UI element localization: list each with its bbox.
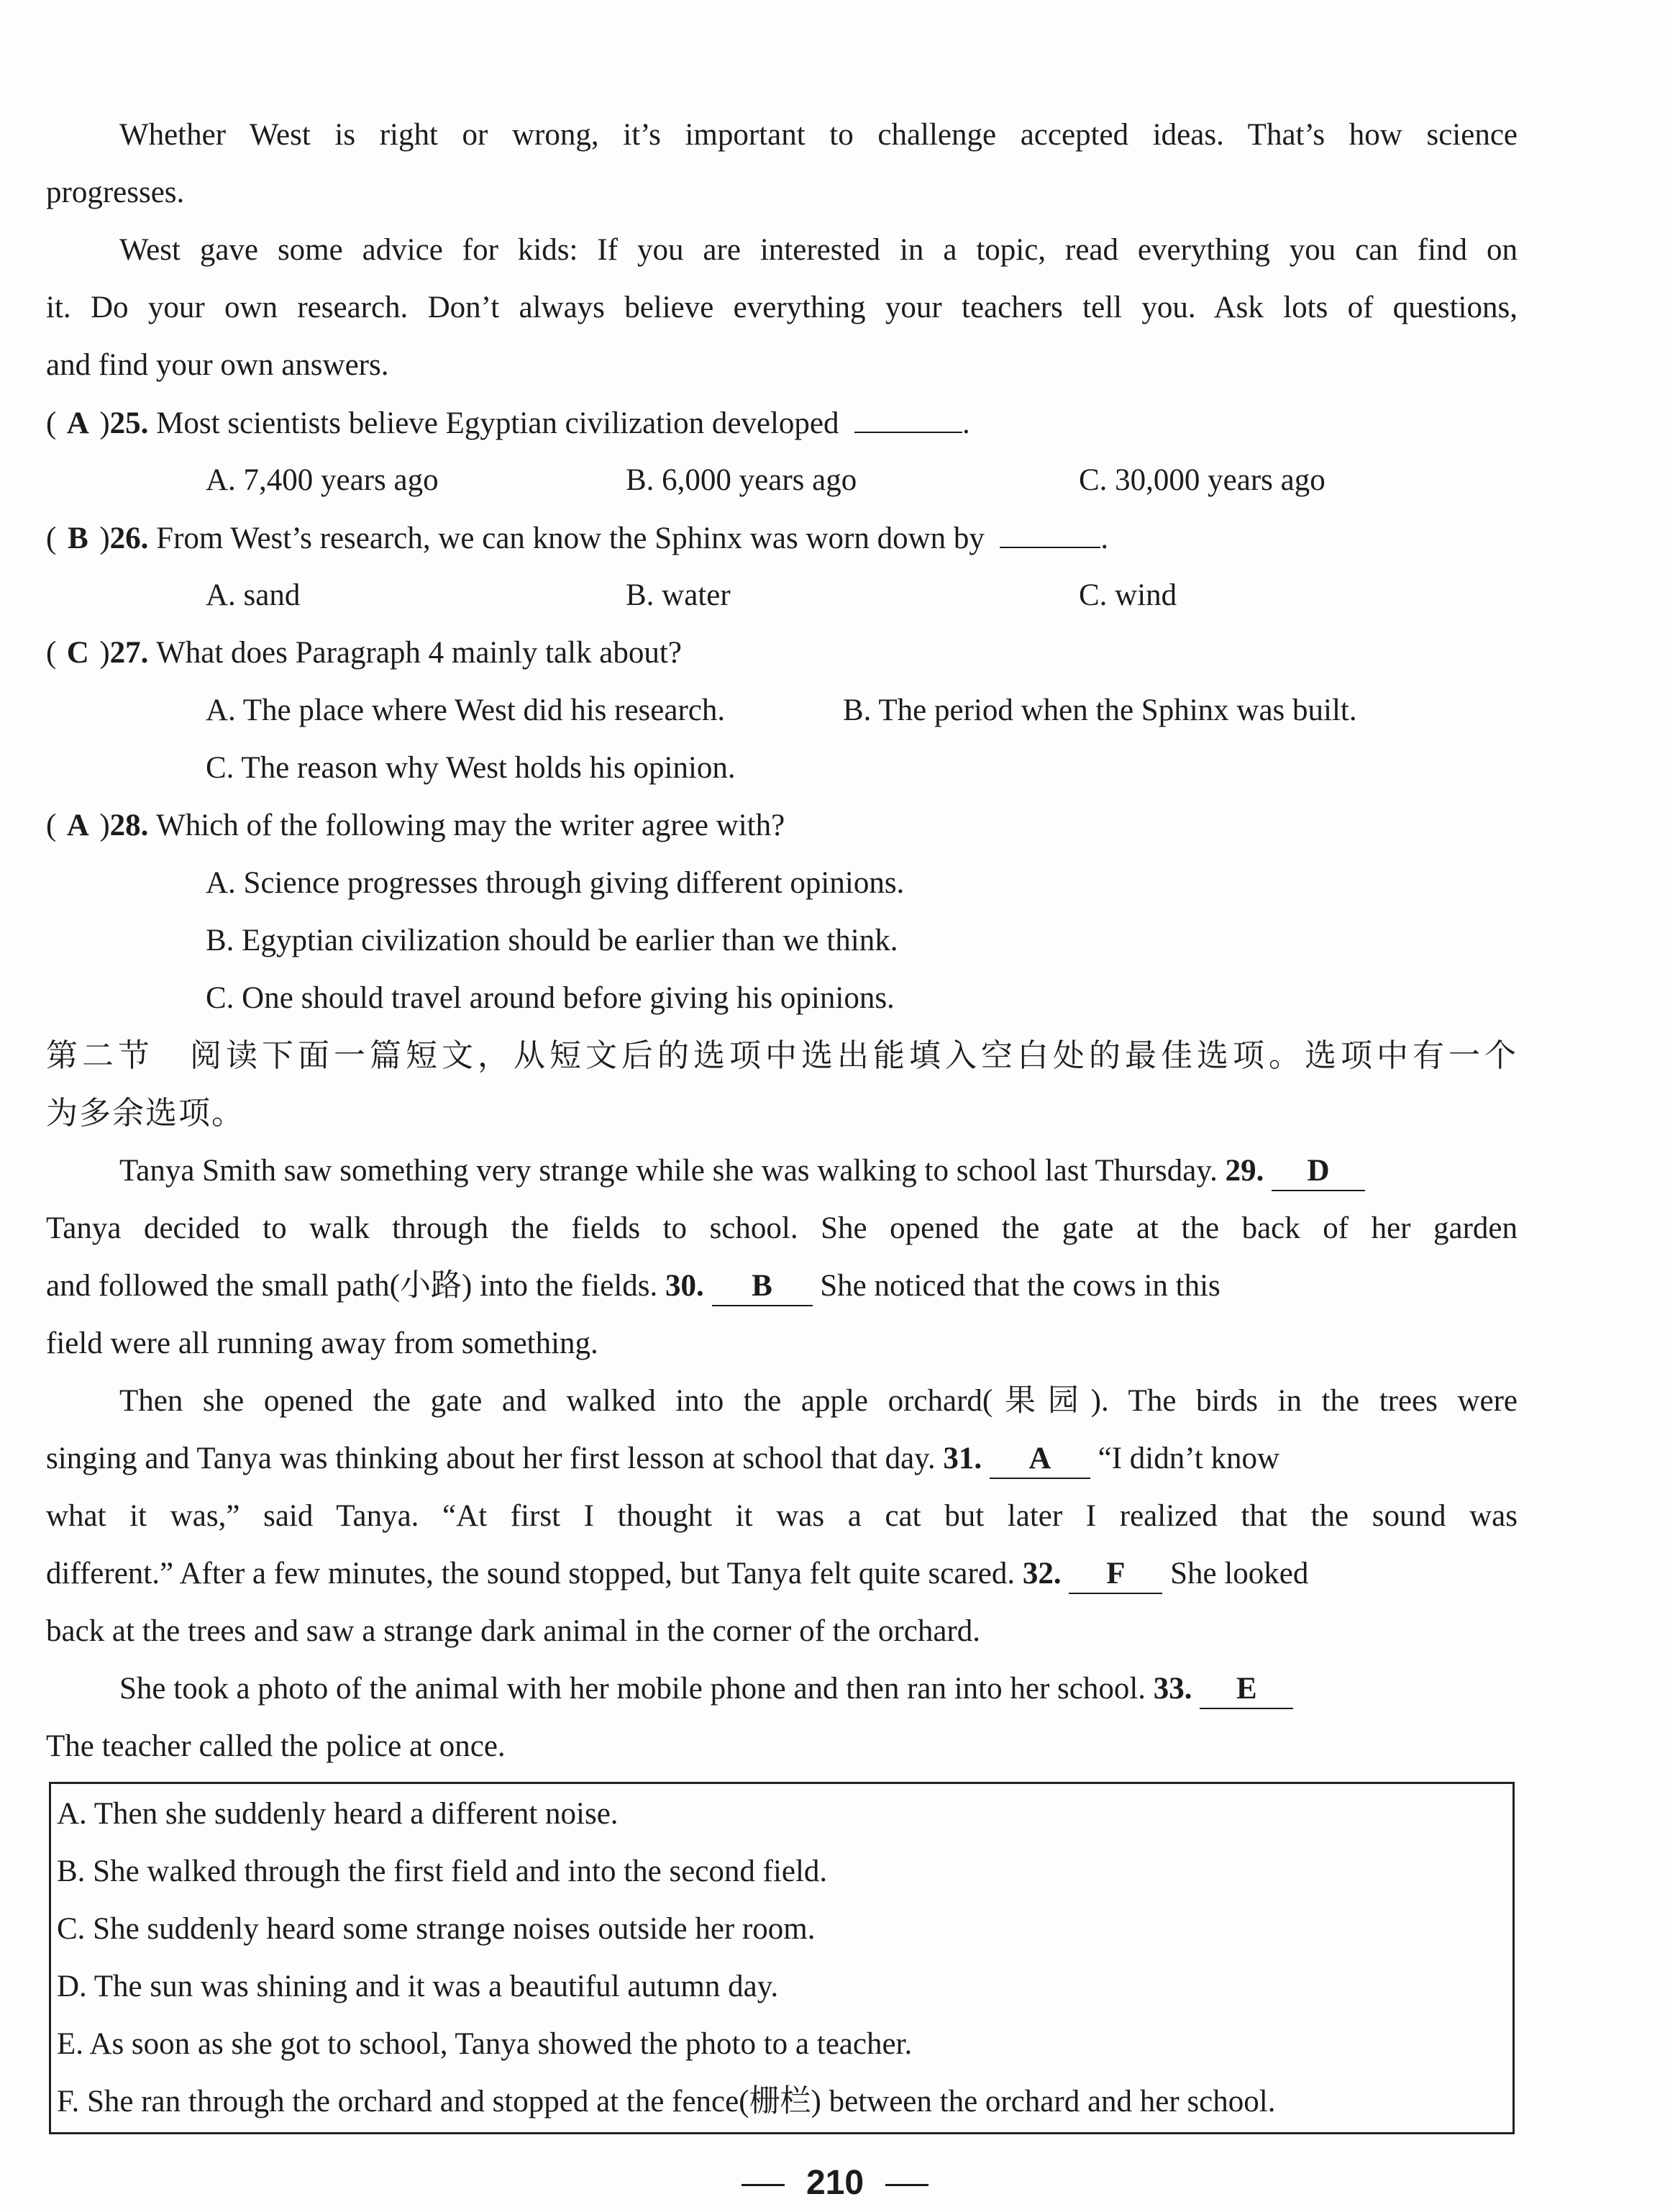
passage-text: and followed the small path(小路) into the fields.: [46, 1269, 658, 1303]
footer-dash: [885, 2184, 928, 2186]
passage-text: Tanya Smith saw something very strange while she was walking to school last Thursday.: [119, 1154, 1218, 1188]
paragraph-line: it. Do your own research. Don’t always believe everything your teachers tell you. Ask lots of questions,: [46, 291, 1518, 324]
answer-blank: [1000, 509, 1100, 548]
page-number: 210: [806, 2164, 864, 2202]
passage-text: She took a photo of the animal with her mobile phone and then ran into her school.: [119, 1672, 1146, 1706]
question-number: 28.: [109, 809, 149, 842]
options-row: [206, 452, 1518, 509]
open-paren: (: [46, 522, 57, 555]
passage-text: different.” After a few minutes, the sound stopped, but Tanya felt quite scared.: [46, 1557, 1016, 1590]
answer-blank-29: D: [1272, 1152, 1365, 1191]
answer-mark: B: [67, 522, 88, 555]
option-c: C. The reason why West holds his opinion.: [206, 751, 736, 785]
passage-line: [119, 1660, 1518, 1718]
question-end: .: [962, 406, 970, 440]
passage-line: [46, 1545, 1518, 1603]
passage-line: The teacher called the police at once.: [46, 1729, 506, 1763]
section-title-cont: 为多余选项。: [46, 1095, 245, 1132]
answer-blank-30: B: [712, 1267, 813, 1306]
answer-blank-33: E: [1200, 1670, 1293, 1709]
passage-text: “I didn’t know: [1098, 1442, 1280, 1475]
passage-text: singing and Tanya was thinking about her first lesson at school that day.: [46, 1442, 936, 1475]
open-paren: (: [46, 406, 57, 440]
option-a: A. The place where West did his research.: [206, 693, 726, 727]
passage-line: [46, 1430, 1518, 1488]
blank-number: 31.: [943, 1442, 982, 1475]
answer-mark: C: [66, 636, 89, 670]
close-paren: ): [99, 406, 110, 440]
close-paren: ): [99, 636, 110, 670]
options-row: [206, 682, 1518, 739]
question-number: 26.: [109, 522, 149, 555]
passage-text: She looked: [1170, 1557, 1309, 1590]
passage-line: back at the trees and saw a strange dark animal in the corner of the orchard.: [46, 1614, 980, 1648]
option-a: A. 7,400 years ago: [206, 463, 439, 497]
option-a: A. sand: [206, 578, 301, 612]
passage-line: field were all running away from something.: [46, 1326, 598, 1360]
question-25: [46, 394, 1518, 452]
answer-blank-31: A: [990, 1440, 1090, 1479]
passage-line: Tanya decided to walk through the fields to school. She opened the gate at the back of her garden: [46, 1211, 1518, 1245]
choice-d: D. The sun was shining and it was a beautiful autumn day.: [57, 1970, 779, 2003]
paragraph-line: West gave some advice for kids: If you are interested in a topic, read everything you can find on: [119, 233, 1518, 267]
answer-blank: [854, 394, 962, 433]
open-paren: (: [46, 636, 57, 670]
options-row: [206, 567, 1518, 624]
choice-e: E. As soon as she got to school, Tanya showed the photo to a teacher.: [57, 2027, 913, 2061]
blank-number: 32.: [1022, 1557, 1062, 1590]
question-stem: What does Paragraph 4 mainly talk about?: [156, 636, 682, 670]
choices-box: [49, 1782, 1515, 2134]
close-paren: ): [99, 809, 110, 842]
choice-f: F. She ran through the orchard and stopped at the fence(栅栏) between the orchard and her school.: [57, 2085, 1276, 2118]
paragraph-line: progresses.: [46, 176, 185, 209]
option-b: B. 6,000 years ago: [626, 463, 857, 497]
paragraph-line: and find your own answers.: [46, 348, 389, 382]
answer-blank-32: F: [1069, 1555, 1162, 1594]
blank-number: 33.: [1153, 1672, 1192, 1706]
question-26: [46, 509, 1518, 567]
option-a: A. Science progresses through giving different opinions.: [206, 866, 905, 900]
page-footer: [0, 2162, 1670, 2205]
answer-mark: A: [66, 406, 89, 440]
question-end: .: [1100, 522, 1109, 555]
choice-a: A. Then she suddenly heard a different noise.: [57, 1797, 619, 1831]
section-title: 第二节 阅读下面一篇短文，从短文后的选项中选出能填入空白处的最佳选项。选项中有一个: [46, 1037, 1518, 1074]
close-paren: ): [99, 522, 110, 555]
option-c: C. One should travel around before giving his opinions.: [206, 981, 895, 1015]
question-stem: From West’s research, we can know the Sphinx was worn down by: [156, 522, 985, 555]
choice-c: C. She suddenly heard some strange noises outside her room.: [57, 1912, 816, 1946]
paragraph-line: Whether West is right or wrong, it’s important to challenge accepted ideas. That’s how science: [119, 118, 1518, 152]
question-number: 27.: [109, 636, 149, 670]
footer-dash: [742, 2184, 785, 2186]
question-27: [46, 624, 1518, 682]
option-c: C. wind: [1079, 578, 1177, 612]
passage-line: [119, 1142, 1518, 1200]
blank-number: 29.: [1225, 1154, 1264, 1188]
question-number: 25.: [109, 406, 149, 440]
option-b: B. water: [626, 578, 731, 612]
blank-number: 30.: [665, 1269, 704, 1303]
passage-text: She noticed that the cows in this: [820, 1269, 1220, 1303]
answer-mark: A: [66, 809, 89, 842]
question-stem: Most scientists believe Egyptian civilization developed: [156, 406, 839, 440]
open-paren: (: [46, 809, 57, 842]
passage-line: what it was,” said Tanya. “At first I thought it was a cat but later I realized that the sound was: [46, 1499, 1518, 1533]
option-b: B. Egyptian civilization should be earlier than we think.: [206, 924, 898, 957]
passage-line: [46, 1257, 1518, 1315]
option-b: B. The period when the Sphinx was built.: [843, 693, 1357, 727]
choice-b: B. She walked through the first field and into the second field.: [57, 1854, 828, 1888]
question-stem: Which of the following may the writer agree with?: [156, 809, 785, 842]
passage-line: Then she opened the gate and walked into the apple orchard(果园). The birds in the trees were: [119, 1384, 1518, 1418]
question-28: [46, 797, 1518, 855]
option-c: C. 30,000 years ago: [1079, 463, 1325, 497]
